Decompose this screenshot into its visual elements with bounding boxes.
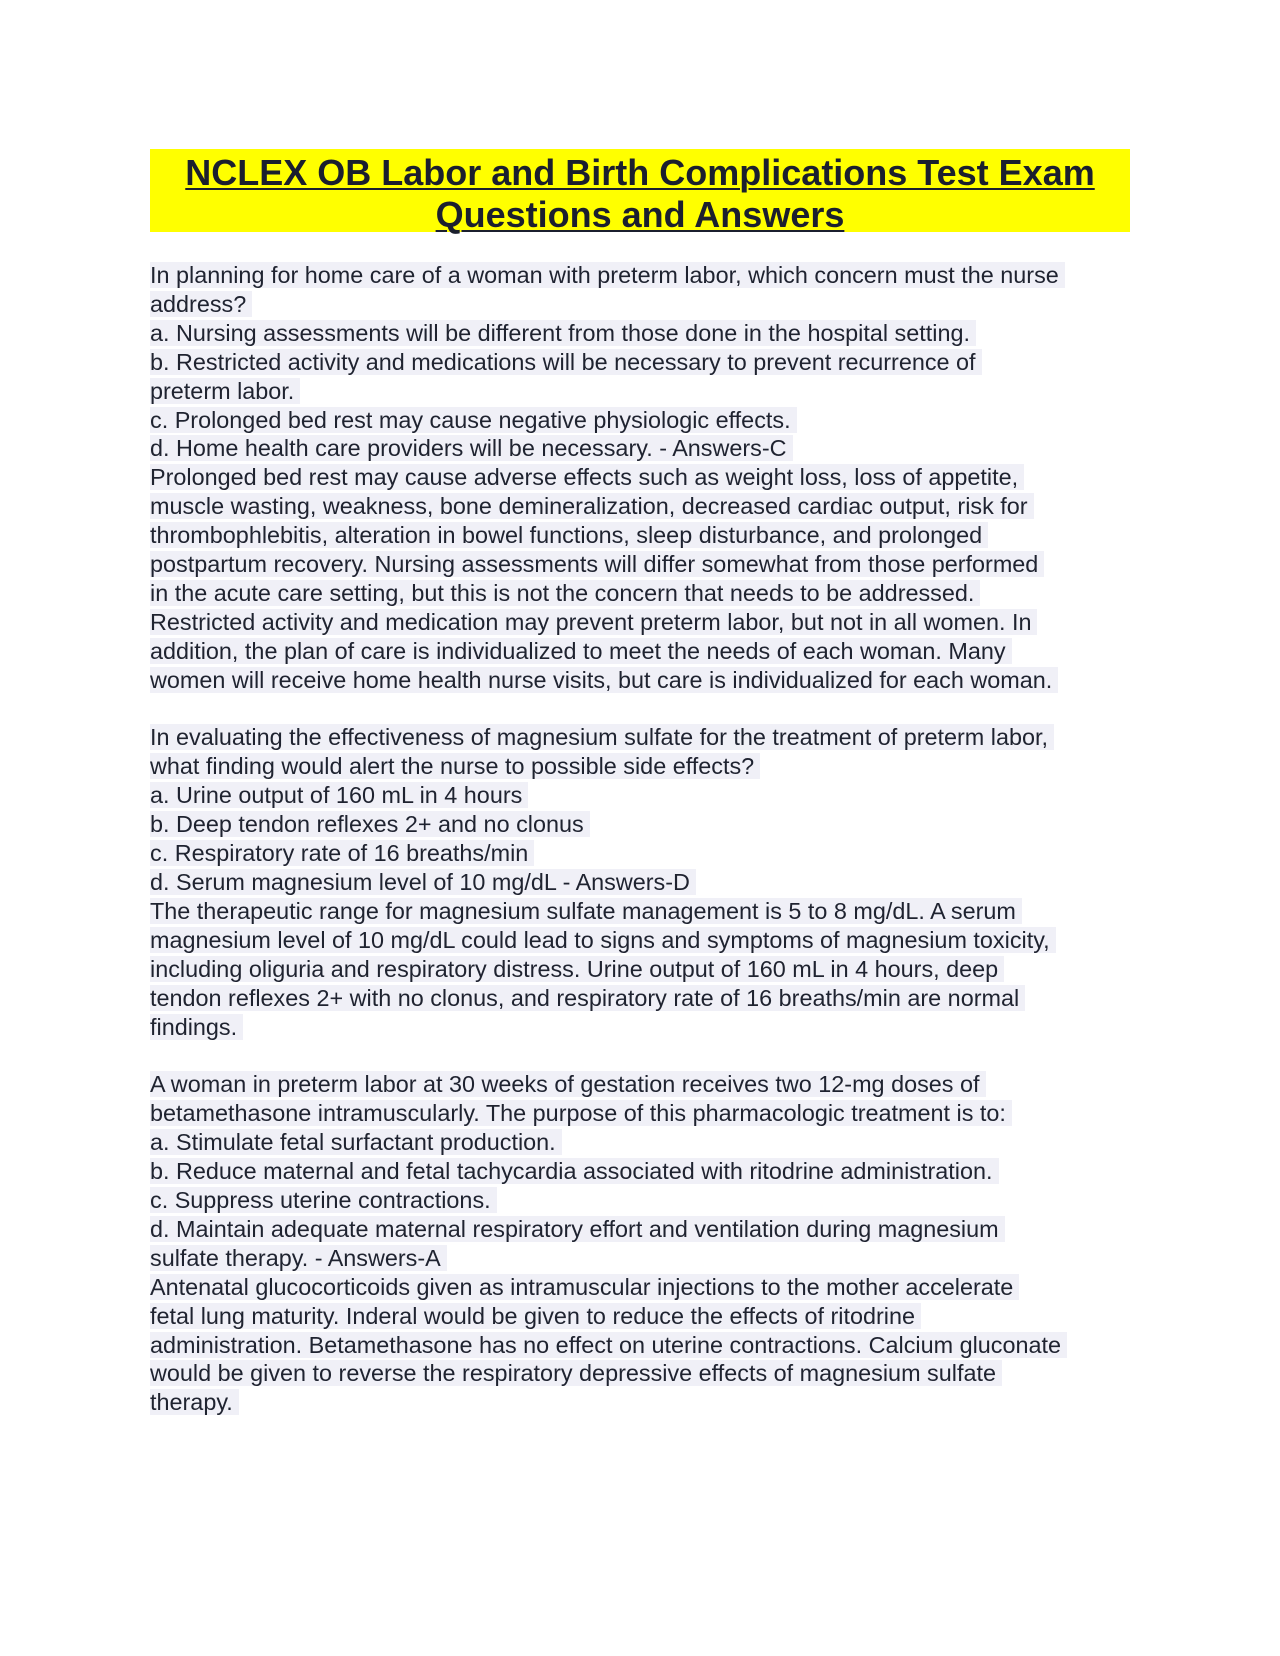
text-line-content: In evaluating the effectiveness of magnesium sulfate for the treatment of preterm labor,: [150, 724, 1054, 750]
text-line: [150, 984, 1130, 1013]
text-line-content: address?: [150, 291, 252, 317]
text-line: [150, 868, 1130, 897]
text-line-content: Restricted activity and medication may prevent preterm labor, but not in all women. In: [150, 609, 1037, 635]
text-line: [150, 1128, 1130, 1157]
text-line-content: b. Deep tendon reflexes 2+ and no clonus: [150, 811, 590, 837]
text-line: [150, 1244, 1130, 1273]
text-line-content: c. Suppress uterine contractions.: [150, 1187, 497, 1213]
text-line: [150, 1013, 1130, 1042]
text-line-content: c. Prolonged bed rest may cause negative physiologic effects.: [150, 407, 797, 433]
text-line-content: findings.: [150, 1014, 243, 1040]
text-line-content: administration. Betamethasone has no effect on uterine contractions. Calcium gluconate: [150, 1332, 1067, 1358]
text-line-content: a. Nursing assessments will be different from those done in the hospital setting.: [150, 320, 976, 346]
text-line: [150, 434, 1130, 463]
question-block: [150, 723, 1130, 1041]
text-line-content: b. Reduce maternal and fetal tachycardia associated with ritodrine administration.: [150, 1158, 999, 1184]
text-line-content: d. Maintain adequate maternal respiratory effort and ventilation during magnesium: [150, 1216, 1005, 1242]
text-line: [150, 348, 1130, 377]
text-line: [150, 1302, 1130, 1331]
paragraph-gap: [150, 695, 1130, 724]
text-line-content: a. Urine output of 160 mL in 4 hours: [150, 782, 528, 808]
text-line-content: a. Stimulate fetal surfactant production.: [150, 1129, 562, 1155]
document-page: [150, 149, 1130, 1417]
text-line-content: including oliguria and respiratory distress. Urine output of 160 mL in 4 hours, deep: [150, 956, 1004, 982]
question-block: [150, 261, 1130, 695]
text-line-content: preterm labor.: [150, 378, 300, 404]
text-line: [150, 319, 1130, 348]
text-line-content: A woman in preterm labor at 30 weeks of gestation receives two 12-mg doses of: [150, 1071, 986, 1097]
title-line-2: Questions and Answers: [435, 194, 845, 235]
text-line: [150, 521, 1130, 550]
text-line-content: would be given to reverse the respiratory depressive effects of magnesium sulfate: [150, 1360, 1002, 1386]
text-line-content: thrombophlebitis, alteration in bowel functions, sleep disturbance, and prolonged: [150, 522, 988, 548]
text-line-content: fetal lung maturity. Inderal would be given to reduce the effects of ritodrine: [150, 1303, 921, 1329]
text-line-content: therapy.: [150, 1389, 239, 1415]
text-line-content: c. Respiratory rate of 16 breaths/min: [150, 840, 534, 866]
text-line-content: postpartum recovery. Nursing assessments will differ somewhat from those performed: [150, 551, 1044, 577]
text-line-content: betamethasone intramuscularly. The purpose of this pharmacologic treatment is to:: [150, 1100, 1012, 1126]
text-line: [150, 955, 1130, 984]
text-line: [150, 579, 1130, 608]
text-line: [150, 752, 1130, 781]
text-line: [150, 666, 1130, 695]
text-line-content: In planning for home care of a woman with preterm labor, which concern must the nurse: [150, 262, 1065, 288]
text-line-content: in the acute care setting, but this is not the concern that needs to be addressed.: [150, 580, 980, 606]
text-line-content: women will receive home health nurse visits, but care is individualized for each woman.: [150, 667, 1058, 693]
text-line: [150, 926, 1130, 955]
text-line-content: d. Serum magnesium level of 10 mg/dL - Answers-D: [150, 869, 696, 895]
text-line: [150, 1331, 1130, 1360]
document-body: [150, 261, 1130, 1417]
text-line: [150, 1186, 1130, 1215]
text-line-content: Antenatal glucocorticoids given as intramuscular injections to the mother accelerate: [150, 1274, 1019, 1300]
text-line-content: what finding would alert the nurse to possible side effects?: [150, 753, 760, 779]
title-line-1: NCLEX OB Labor and Birth Complications Test Exam: [185, 152, 1095, 193]
text-line-content: sulfate therapy. - Answers-A: [150, 1245, 447, 1271]
text-line: [150, 1215, 1130, 1244]
text-line: [150, 463, 1130, 492]
text-line: [150, 810, 1130, 839]
paragraph-gap: [150, 1041, 1130, 1070]
text-line: [150, 839, 1130, 868]
text-line-content: tendon reflexes 2+ with no clonus, and respiratory rate of 16 breaths/min are normal: [150, 985, 1025, 1011]
text-line-content: addition, the plan of care is individualized to meet the needs of each woman. Many: [150, 638, 1012, 664]
text-line: [150, 377, 1130, 406]
text-line-content: d. Home health care providers will be necessary. - Answers-C: [150, 435, 793, 461]
text-line: [150, 897, 1130, 926]
text-line: [150, 492, 1130, 521]
text-line: [150, 1099, 1130, 1128]
text-line: [150, 1070, 1130, 1099]
text-line: [150, 261, 1130, 290]
text-line: [150, 1388, 1130, 1417]
text-line: [150, 608, 1130, 637]
text-line-content: b. Restricted activity and medications will be necessary to prevent recurrence of: [150, 349, 982, 375]
text-line: [150, 290, 1130, 319]
text-line: [150, 1359, 1130, 1388]
text-line: [150, 637, 1130, 666]
text-line: [150, 406, 1130, 435]
text-line: [150, 550, 1130, 579]
question-block: [150, 1070, 1130, 1417]
text-line-content: magnesium level of 10 mg/dL could lead to signs and symptoms of magnesium toxicity,: [150, 927, 1056, 953]
text-line-content: muscle wasting, weakness, bone demineralization, decreased cardiac output, risk for: [150, 493, 1034, 519]
text-line: [150, 1157, 1130, 1186]
text-line: [150, 781, 1130, 810]
text-line: [150, 723, 1130, 752]
text-line-content: Prolonged bed rest may cause adverse effects such as weight loss, loss of appetite,: [150, 464, 1024, 490]
text-line: [150, 1273, 1130, 1302]
text-line-content: The therapeutic range for magnesium sulfate management is 5 to 8 mg/dL. A serum: [150, 898, 1022, 924]
document-title: [150, 149, 1130, 235]
